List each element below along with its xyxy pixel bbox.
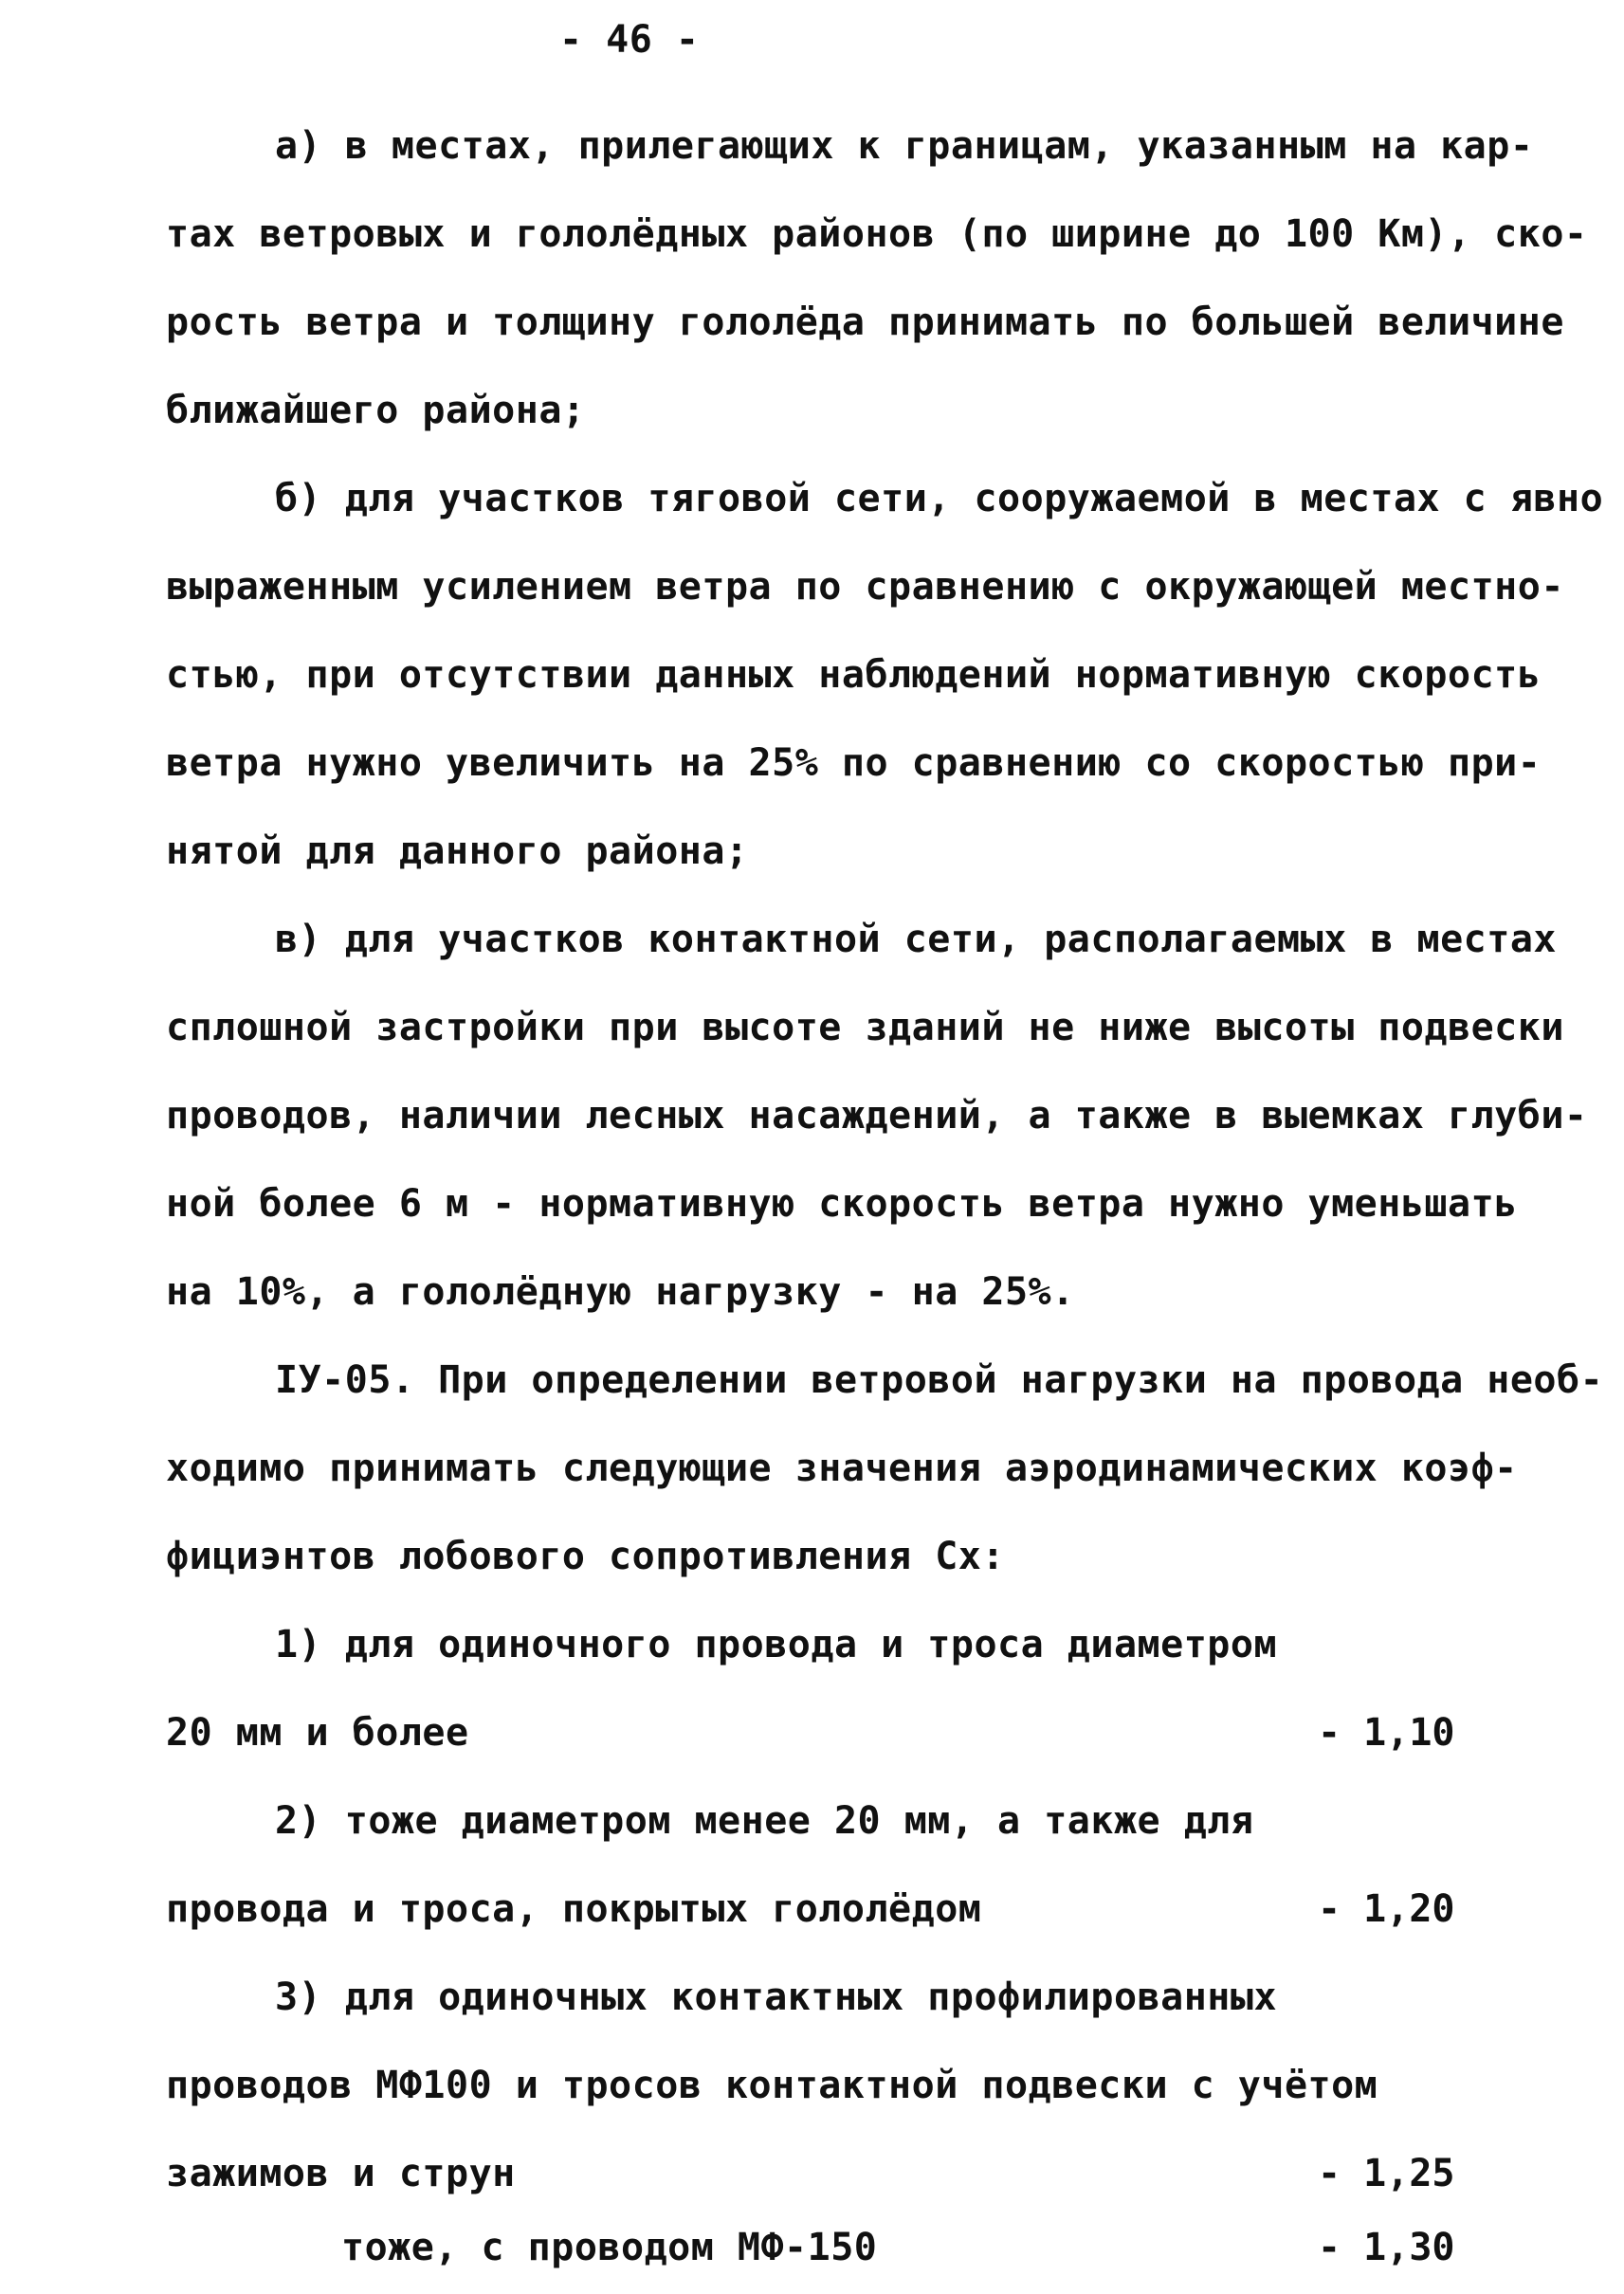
coefficient-1-line-1: 1) для одиночного провода и троса диаметром [275,1623,1278,1666]
paragraph-b-line-1: б) для участков тяговой сети, сооружаемой в местах с явно [275,477,1604,520]
paragraph-iv05-line-2: ходимо принимать следующие значения аэродинамических коэф- [166,1447,1518,1490]
coefficient-3-line-1: 3) для одиночных контактных профилированных [275,1975,1278,2019]
paragraph-v-line-4: ной более 6 м - нормативную скорость ветра нужно уменьшать [166,1182,1518,1226]
paragraph-v-line-3: проводов, наличии лесных насаждений, а также в выемках глуби- [166,1094,1588,1138]
paragraph-b-line-2: выраженным усилением ветра по сравнению с окружающей местно- [166,565,1564,609]
paragraph-v-line-1: в) для участков контактной сети, располагаемых в местах [275,918,1558,961]
coefficient-2-value: - 1,20 [1318,1887,1455,1931]
paragraph-v-line-5: на 10%, а гололёдную нагрузку - на 25%. [166,1270,1075,1314]
coefficient-3-line-3: зажимов и струн [166,2152,516,2195]
coefficient-4-line-1: тоже, с проводом МФ-150 [341,2226,878,2269]
paragraph-b-line-3: стью, при отсутствии данных наблюдений нормативную скорость [166,653,1542,697]
paragraph-a-line-1: а) в местах, прилегающих к границам, указанным на кар- [275,124,1534,168]
paragraph-iv05-line-1: IУ-05. При определении ветровой нагрузки на провода необ- [275,1358,1604,1402]
coefficient-3-value: - 1,25 [1318,2152,1455,2195]
paragraph-iv05-line-3: фициэнтов лобового сопротивления Cx: [166,1535,1005,1578]
paragraph-a-line-3: рость ветра и толщину гололёда принимать по большей величине [166,300,1564,344]
coefficient-1-value: - 1,10 [1318,1711,1455,1755]
paragraph-a-line-2: тах ветровых и гололёдных районов (по ширине до 100 Км), ско- [166,212,1588,256]
coefficient-2-line-1: 2) тоже диаметром менее 20 мм, а также для [275,1799,1254,1843]
paragraph-b-line-4: ветра нужно увеличить на 25% по сравнению со скоростью при- [166,741,1542,785]
paragraph-b-line-5: нятой для данного района; [166,829,749,873]
coefficient-1-line-2: 20 мм и более [166,1711,469,1755]
coefficient-3-line-2: проводов МФ100 и тросов контактной подвески с учётом [166,2064,1378,2107]
paragraph-a-line-4: ближайшего района; [166,389,586,432]
coefficient-4-value: - 1,30 [1318,2226,1455,2269]
coefficient-2-line-2: провода и троса, покрытых гололёдом [166,1887,982,1931]
paragraph-v-line-2: сплошной застройки при высоте зданий не ниже высоты подвески [166,1006,1564,1049]
page-number: - 46 - [559,18,700,62]
